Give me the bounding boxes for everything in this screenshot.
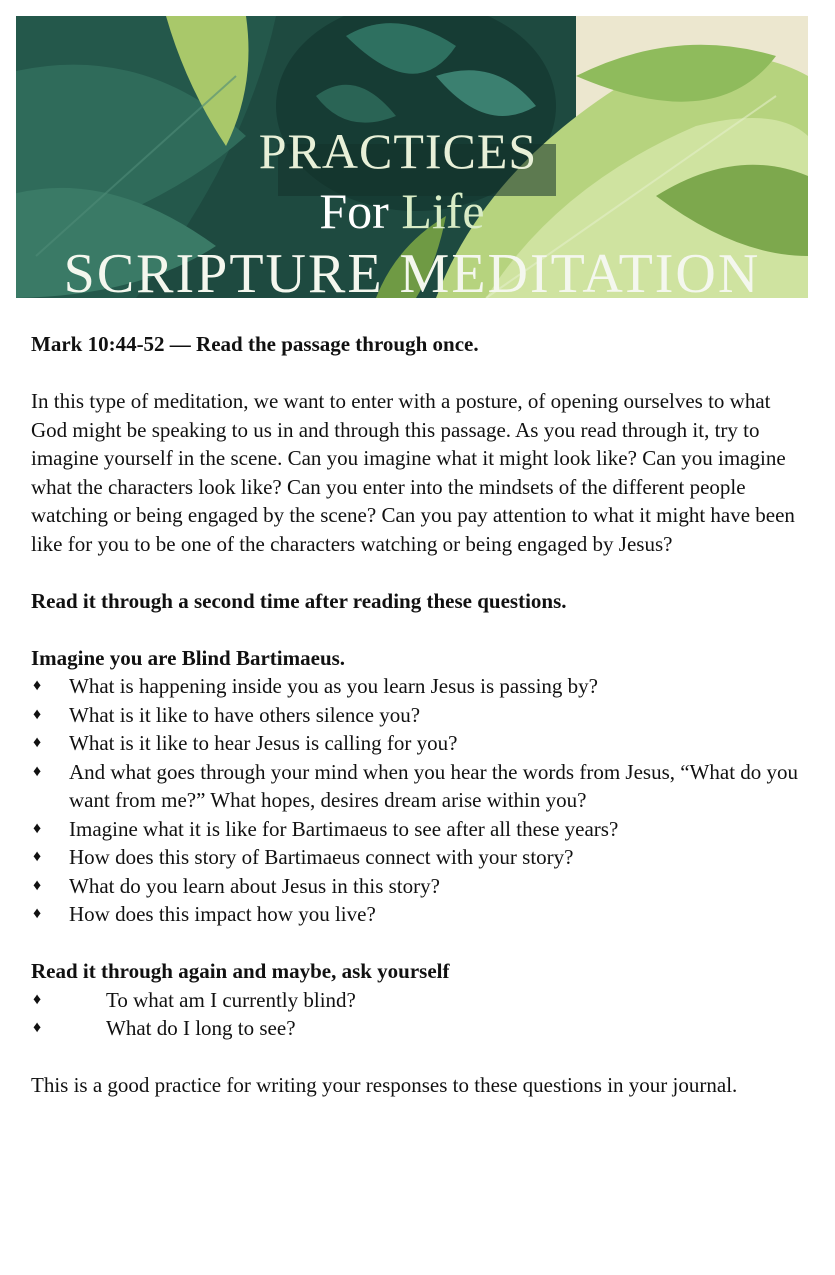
diamond-bullet-icon: ♦: [33, 1019, 42, 1036]
header-banner: [16, 16, 808, 298]
diamond-bullet-icon: ♦: [33, 762, 42, 780]
question-text: What is it like to hear Jesus is calling for you?: [69, 731, 458, 755]
list-item: [31, 758, 811, 815]
banner-for-word: For: [319, 183, 389, 239]
question-text: What is happening inside you as you learn Jesus is passing by?: [69, 674, 598, 698]
diamond-bullet-icon: ♦: [33, 905, 42, 922]
list-item: [31, 701, 811, 730]
diamond-bullet-icon: ♦: [33, 990, 42, 1008]
list-item: [31, 986, 811, 1015]
question-text: How does this impact how you live?: [69, 902, 376, 926]
list-item: [31, 729, 811, 758]
diamond-bullet-icon: ♦: [33, 876, 42, 894]
reflection-text: To what am I currently blind?: [106, 987, 356, 1012]
diamond-bullet-icon: ♦: [33, 734, 42, 751]
banner-title-scripture-meditation: SCRIPTURE MEDITATION: [63, 243, 761, 298]
diamond-bullet-icon: ♦: [33, 677, 42, 694]
imagine-heading: Imagine you are Blind Bartimaeus.: [31, 645, 346, 670]
banner-title-practices: PRACTICES: [258, 123, 538, 179]
reflection-text: What do I long to see?: [106, 1016, 296, 1040]
question-text: What is it like to have others silence you?: [69, 702, 421, 727]
question-text: What do you learn about Jesus in this story?: [69, 873, 440, 898]
list-item: [31, 843, 811, 872]
question-text: Imagine what it is like for Bartimaeus to see after all these years?: [69, 816, 619, 841]
question-text: How does this story of Bartimaeus connect with your story?: [69, 845, 574, 869]
closing-paragraph: This is a good practice for writing your responses to these questions in your journal.: [31, 1073, 738, 1097]
list-item: [31, 900, 811, 929]
second-read-heading: Read it through a second time after reading these questions.: [31, 588, 567, 613]
diamond-bullet-icon: ♦: [33, 819, 42, 837]
passage-heading: Mark 10:44-52 — Read the passage through once.: [31, 332, 479, 356]
list-item: [31, 1014, 811, 1043]
diamond-bullet-icon: ♦: [33, 848, 42, 865]
question-list: [31, 672, 811, 929]
list-item: [31, 672, 811, 701]
list-item: [31, 872, 811, 901]
reflection-list: [31, 986, 811, 1043]
third-read-heading: Read it through again and maybe, ask yourself: [31, 959, 450, 983]
meditation-content: [31, 330, 811, 1100]
banner-title-for-life: [16, 182, 798, 240]
intro-paragraph: In this type of meditation, we want to enter with a posture, of opening ourselves to what God might be speaking to us in and through this passage. As you read through it, try to imagine yourself in the scene. Can you imagine what it might look like? Can you imagine what the characters look like? Can you enter into the mindsets of the different people watching or being engaged by the scene? Can you pay attention to what it might have been like for you to be one of the characters watching or being engaged by Jesus?: [31, 389, 795, 556]
list-item: [31, 815, 811, 844]
question-text: And what goes through your mind when you hear the words from Jesus, “What do you want from me?” What hopes, desires dream arise within you?: [69, 759, 799, 812]
banner-life-word: Life: [388, 183, 485, 239]
diamond-bullet-icon: ♦: [33, 705, 42, 723]
